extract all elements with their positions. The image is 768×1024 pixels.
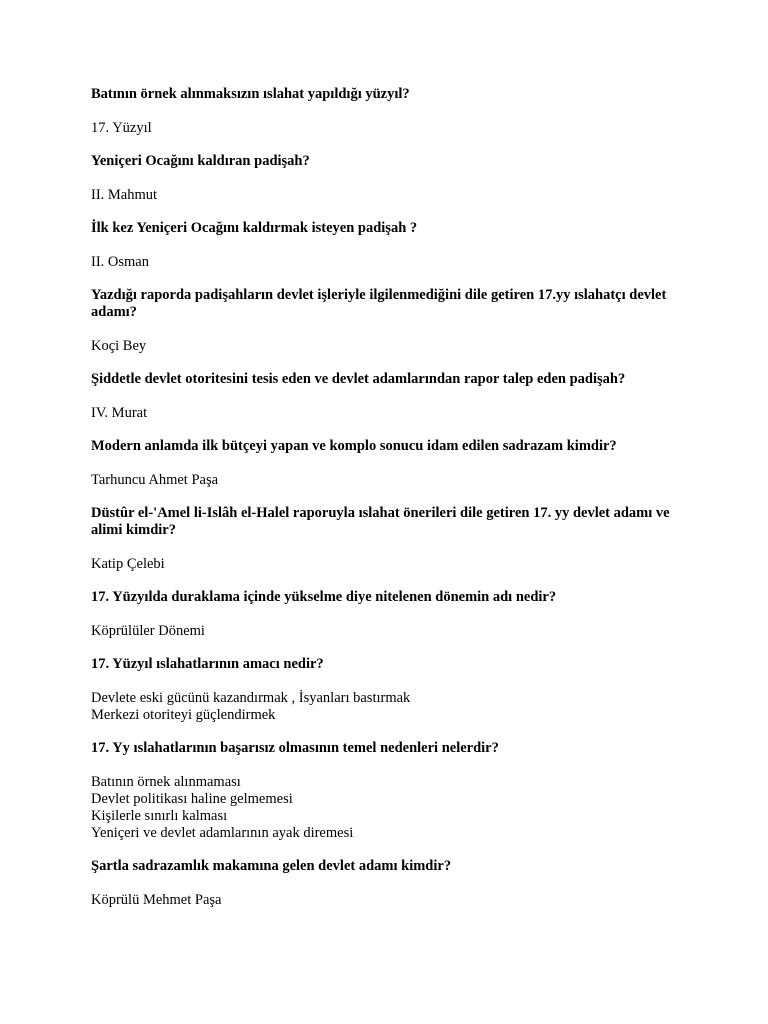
- answer-text: [91, 892, 691, 909]
- answer-text: [91, 405, 691, 422]
- question-text: Batının örnek alınmaksızın ıslahat yapıldığı yüzyıl?: [91, 86, 410, 102]
- answer-line: Kişilerle sınırlı kalması: [91, 808, 228, 824]
- question-text: 17. Yüzyılda duraklama içinde yükselme diye nitelenen dönemin adı nedir?: [91, 589, 557, 605]
- question-text: Yeniçeri Ocağını kaldıran padişah?: [91, 153, 310, 169]
- question-text: Şartla sadrazamlık makamına gelen devlet adamı kimdir?: [91, 858, 452, 874]
- answer-text: [91, 690, 691, 724]
- document-page: [91, 86, 691, 925]
- qa-item: [91, 220, 691, 271]
- qa-item: [91, 86, 691, 137]
- qa-item: [91, 505, 691, 573]
- answer-line: Tarhuncu Ahmet Paşa: [91, 472, 219, 488]
- qa-item: [91, 740, 691, 842]
- question-text: Yazdığı raporda padişahların devlet işleriyle ilgilenmediğini dile getiren 17.yy ıslahatçı devlet adamı?: [91, 287, 667, 320]
- answer-line: Köprülüler Dönemi: [91, 623, 205, 639]
- question-text: İlk kez Yeniçeri Ocağını kaldırmak isteyen padişah ?: [91, 220, 418, 236]
- question-text: Düstûr el-'Amel li-Islâh el-Halel raporuyla ıslahat önerileri dile getiren 17. yy devlet adamı ve alimi kimdir?: [91, 505, 670, 538]
- answer-text: [91, 623, 691, 640]
- qa-item: [91, 287, 691, 355]
- answer-text: [91, 254, 691, 271]
- answer-line: Köprülü Mehmet Paşa: [91, 892, 222, 908]
- question-text: Şiddetle devlet otoritesini tesis eden ve devlet adamlarından rapor talep eden padişah?: [91, 371, 626, 387]
- answer-text: [91, 556, 691, 573]
- qa-item: [91, 589, 691, 640]
- qa-item: [91, 153, 691, 204]
- answer-line: Koçi Bey: [91, 338, 147, 354]
- answer-text: [91, 187, 691, 204]
- answer-line: IV. Murat: [91, 405, 148, 421]
- qa-item: [91, 371, 691, 422]
- qa-item: [91, 858, 691, 909]
- question-text: 17. Yy ıslahatlarının başarısız olmasının temel nedenleri nelerdir?: [91, 740, 499, 756]
- answer-text: [91, 472, 691, 489]
- answer-line: Katip Çelebi: [91, 556, 165, 572]
- answer-line: Devlet politikası haline gelmemesi: [91, 791, 293, 807]
- qa-item: [91, 656, 691, 724]
- answer-line: 17. Yüzyıl: [91, 120, 152, 136]
- answer-line: Merkezi otoriteyi güçlendirmek: [91, 707, 276, 723]
- answer-text: [91, 338, 691, 355]
- qa-item: [91, 438, 691, 489]
- answer-line: Batının örnek alınmaması: [91, 774, 241, 790]
- answer-line: Devlete eski gücünü kazandırmak , İsyanları bastırmak: [91, 690, 411, 706]
- question-text: 17. Yüzyıl ıslahatlarının amacı nedir?: [91, 656, 324, 672]
- answer-text: [91, 120, 691, 137]
- answer-line: II. Mahmut: [91, 187, 158, 203]
- answer-line: Yeniçeri ve devlet adamlarının ayak diremesi: [91, 825, 354, 841]
- question-text: Modern anlamda ilk bütçeyi yapan ve komplo sonucu idam edilen sadrazam kimdir?: [91, 438, 617, 454]
- answer-text: [91, 774, 691, 842]
- answer-line: II. Osman: [91, 254, 149, 270]
